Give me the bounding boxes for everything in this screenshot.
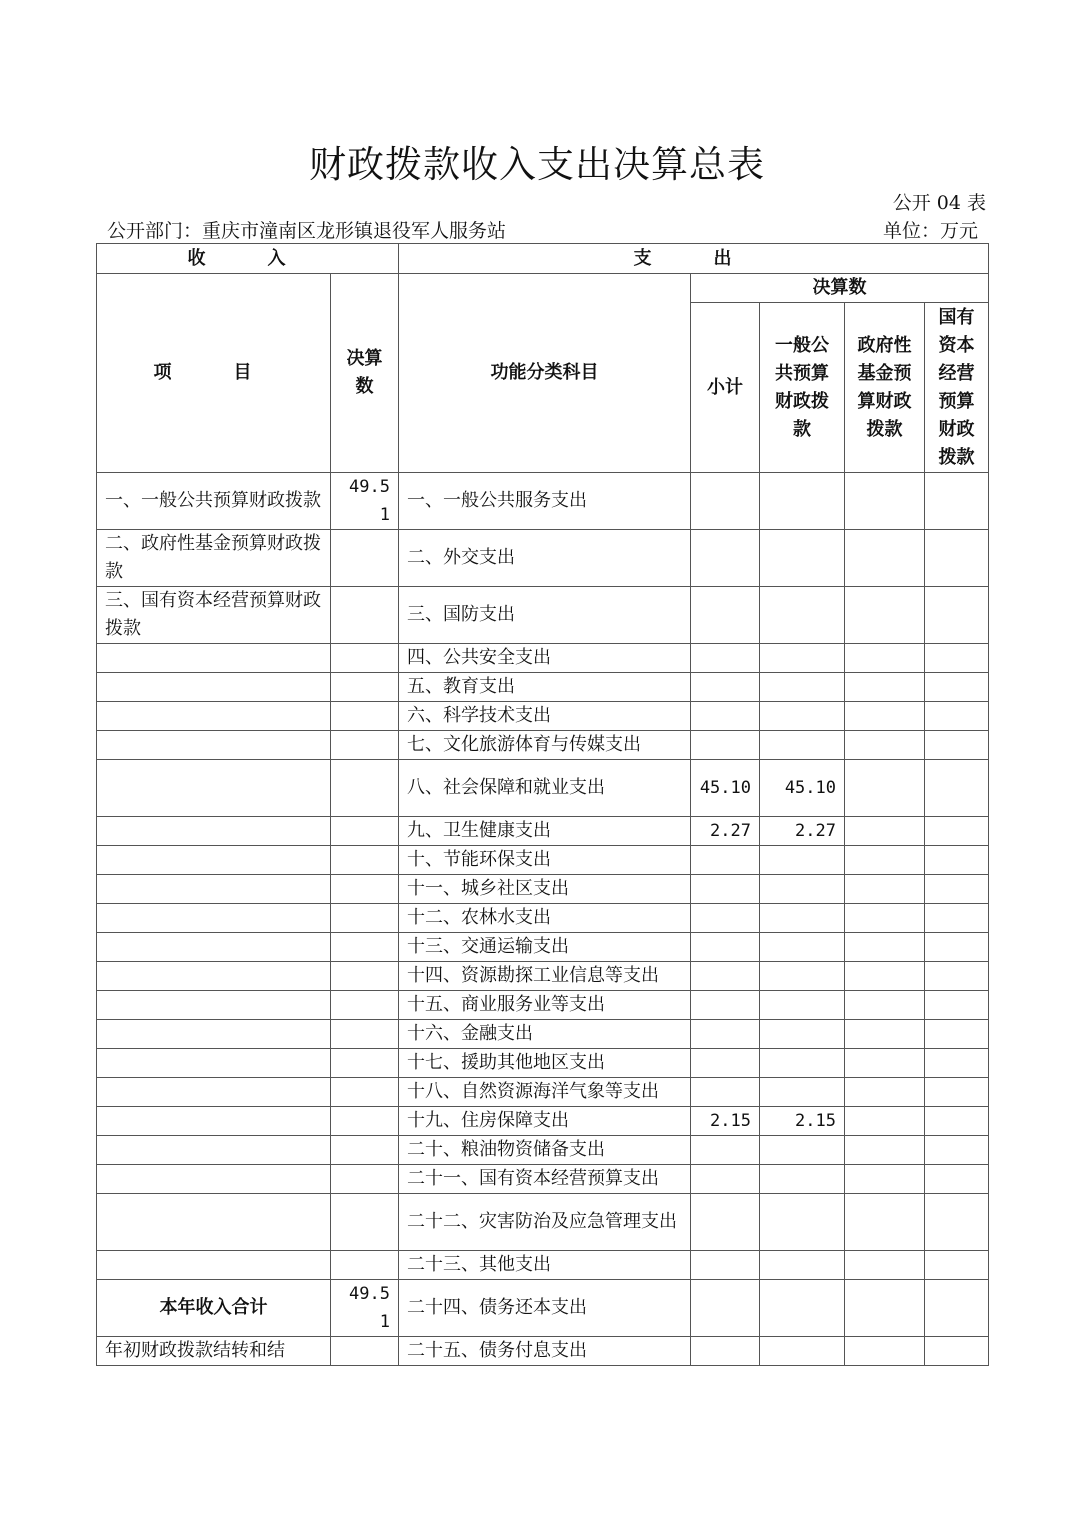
table-row (97, 473, 989, 530)
income-item-cell (97, 875, 331, 904)
income-item-cell: 年初财政拨款结转和结 (97, 1337, 331, 1366)
gov-fund-cell (845, 1280, 925, 1337)
table-row (97, 644, 989, 673)
state-capital-cell (925, 473, 989, 530)
state-capital-cell (925, 1251, 989, 1280)
table-row (97, 673, 989, 702)
gov-fund-cell (845, 933, 925, 962)
state-capital-cell (925, 1020, 989, 1049)
subtotal-cell (691, 1136, 760, 1165)
subtotal-cell (691, 587, 760, 644)
income-amount-cell: 49.51 (331, 473, 399, 530)
general-budget-cell (760, 702, 845, 731)
income-amount-cell (331, 1194, 399, 1251)
state-capital-cell (925, 530, 989, 587)
income-item-cell (97, 904, 331, 933)
expense-item-cell: 二十二、灾害防治及应急管理支出 (399, 1194, 691, 1251)
gov-fund-cell (845, 1337, 925, 1366)
table-row (97, 1049, 989, 1078)
table-body (97, 244, 989, 1366)
expense-item-cell: 十四、资源勘探工业信息等支出 (399, 962, 691, 991)
table-row (97, 933, 989, 962)
table-row (97, 1280, 989, 1337)
income-amount-cell (331, 760, 399, 817)
gov-fund-cell (845, 673, 925, 702)
income-item-cell (97, 1165, 331, 1194)
general-budget-cell (760, 991, 845, 1020)
gov-fund-cell (845, 991, 925, 1020)
gov-fund-header: 政府性基金预算财政拨款 (845, 303, 925, 473)
state-capital-cell (925, 702, 989, 731)
table-row (97, 1251, 989, 1280)
table-row (97, 1078, 989, 1107)
expense-item-cell: 十二、农林水支出 (399, 904, 691, 933)
income-item-cell (97, 846, 331, 875)
state-capital-cell (925, 1078, 989, 1107)
general-budget-cell: 2.27 (760, 817, 845, 846)
income-item-cell (97, 1078, 331, 1107)
subtotal-cell (691, 702, 760, 731)
state-capital-cell (925, 731, 989, 760)
item-header: 项 目 (97, 274, 331, 473)
gov-fund-cell (845, 875, 925, 904)
income-amount-cell (331, 702, 399, 731)
subtotal-cell (691, 673, 760, 702)
general-budget-cell (760, 530, 845, 587)
general-budget-cell: 45.10 (760, 760, 845, 817)
expense-item-cell: 五、教育支出 (399, 673, 691, 702)
header-row-mid (97, 274, 989, 303)
department-label: 公开部门：重庆市潼南区龙形镇退役军人服务站 (107, 220, 507, 242)
income-amount-cell (331, 991, 399, 1020)
subtotal-cell (691, 991, 760, 1020)
subtotal-cell: 2.27 (691, 817, 760, 846)
income-amount-cell (331, 962, 399, 991)
income-amount-cell (331, 933, 399, 962)
income-item-cell (97, 644, 331, 673)
subtotal-cell (691, 875, 760, 904)
state-capital-header: 国有资本经营预算财政拨款 (925, 303, 989, 473)
income-amount-cell (331, 817, 399, 846)
amount-header: 决算数 (331, 274, 399, 473)
unit-label: 单位：万元 (882, 220, 978, 242)
income-item-cell: 一、一般公共预算财政拨款 (97, 473, 331, 530)
table-row (97, 1194, 989, 1251)
general-budget-cell: 2.15 (760, 1107, 845, 1136)
income-item-cell (97, 1194, 331, 1251)
table-row (97, 962, 989, 991)
general-budget-cell (760, 1078, 845, 1107)
gov-fund-cell (845, 587, 925, 644)
income-amount-cell (331, 1136, 399, 1165)
gov-fund-cell (845, 1078, 925, 1107)
income-amount-cell (331, 1251, 399, 1280)
state-capital-cell (925, 933, 989, 962)
gov-fund-cell (845, 962, 925, 991)
income-amount-cell (331, 644, 399, 673)
gov-fund-cell (845, 817, 925, 846)
income-amount-cell (331, 1020, 399, 1049)
general-budget-cell (760, 846, 845, 875)
general-budget-cell (760, 933, 845, 962)
gov-fund-cell (845, 760, 925, 817)
table-row (97, 875, 989, 904)
income-amount-cell (331, 1107, 399, 1136)
income-item-cell: 本年收入合计 (97, 1280, 331, 1337)
gov-fund-cell (845, 1136, 925, 1165)
subtotal-cell (691, 1020, 760, 1049)
income-item-cell (97, 1107, 331, 1136)
expense-item-cell: 二十四、债务还本支出 (399, 1280, 691, 1337)
state-capital-cell (925, 991, 989, 1020)
table-row (97, 1107, 989, 1136)
state-capital-cell (925, 1280, 989, 1337)
gov-fund-cell (845, 731, 925, 760)
state-capital-cell (925, 1049, 989, 1078)
subtotal-cell (691, 644, 760, 673)
state-capital-cell (925, 875, 989, 904)
income-amount-cell: 49.51 (331, 1280, 399, 1337)
general-budget-cell (760, 1251, 845, 1280)
subtotal-cell (691, 731, 760, 760)
subtotal-cell: 2.15 (691, 1107, 760, 1136)
gov-fund-cell (845, 846, 925, 875)
subtotal-cell (691, 904, 760, 933)
final-amount-header: 决算数 (691, 274, 989, 303)
form-number: 公开 04 表 (892, 192, 986, 214)
final-accounts-table (96, 243, 989, 1366)
income-amount-cell (331, 1049, 399, 1078)
state-capital-cell (925, 1107, 989, 1136)
income-item-cell (97, 1136, 331, 1165)
income-item-cell (97, 1251, 331, 1280)
expense-item-cell: 十六、金融支出 (399, 1020, 691, 1049)
subtotal-cell (691, 962, 760, 991)
general-budget-cell (760, 904, 845, 933)
income-item-cell (97, 991, 331, 1020)
expense-item-cell: 二十五、债务付息支出 (399, 1337, 691, 1366)
general-budget-cell (760, 731, 845, 760)
state-capital-cell (925, 817, 989, 846)
general-budget-cell (760, 1194, 845, 1251)
general-budget-header: 一般公共预算财政拨款 (760, 303, 845, 473)
function-item-header: 功能分类科目 (399, 274, 691, 473)
expense-item-cell: 十、节能环保支出 (399, 846, 691, 875)
gov-fund-cell (845, 702, 925, 731)
subtotal-cell (691, 473, 760, 530)
table-row (97, 587, 989, 644)
expense-item-cell: 十一、城乡社区支出 (399, 875, 691, 904)
expense-item-cell: 一、一般公共服务支出 (399, 473, 691, 530)
general-budget-cell (760, 1020, 845, 1049)
expense-item-cell: 十五、商业服务业等支出 (399, 991, 691, 1020)
general-budget-cell (760, 1049, 845, 1078)
table-row (97, 904, 989, 933)
table-row (97, 1020, 989, 1049)
subtotal-cell (691, 1165, 760, 1194)
state-capital-cell (925, 962, 989, 991)
gov-fund-cell (845, 1020, 925, 1049)
table-row (97, 846, 989, 875)
subtotal-header: 小计 (691, 303, 760, 473)
expense-item-cell: 三、国防支出 (399, 587, 691, 644)
subtotal-cell (691, 1280, 760, 1337)
expense-item-cell: 十九、住房保障支出 (399, 1107, 691, 1136)
income-amount-cell (331, 846, 399, 875)
general-budget-cell (760, 875, 845, 904)
income-amount-cell (331, 530, 399, 587)
expense-item-cell: 八、社会保障和就业支出 (399, 760, 691, 817)
subtotal-cell (691, 933, 760, 962)
income-item-cell (97, 817, 331, 846)
gov-fund-cell (845, 1107, 925, 1136)
income-item-cell: 二、政府性基金预算财政拨款 (97, 530, 331, 587)
income-item-cell (97, 731, 331, 760)
table-row (97, 817, 989, 846)
general-budget-cell (760, 587, 845, 644)
page-title: 财政拨款收入支出决算总表 (309, 143, 765, 186)
income-amount-cell (331, 587, 399, 644)
income-amount-cell (331, 673, 399, 702)
table-row (97, 1337, 989, 1366)
income-item-cell (97, 933, 331, 962)
income-amount-cell (331, 1078, 399, 1107)
subtotal-cell (691, 530, 760, 587)
subtotal-cell (691, 1251, 760, 1280)
gov-fund-cell (845, 904, 925, 933)
state-capital-cell (925, 846, 989, 875)
table-row (97, 760, 989, 817)
subtotal-cell (691, 1078, 760, 1107)
header-row-top (97, 244, 989, 274)
general-budget-cell (760, 1165, 845, 1194)
table-row (97, 702, 989, 731)
expense-item-cell: 二十、粮油物资储备支出 (399, 1136, 691, 1165)
subtotal-cell (691, 846, 760, 875)
expense-item-cell: 九、卫生健康支出 (399, 817, 691, 846)
expense-item-cell: 二十一、国有资本经营预算支出 (399, 1165, 691, 1194)
subtotal-cell (691, 1194, 760, 1251)
general-budget-cell (760, 1136, 845, 1165)
general-budget-cell (760, 1337, 845, 1366)
gov-fund-cell (845, 473, 925, 530)
gov-fund-cell (845, 1194, 925, 1251)
gov-fund-cell (845, 1049, 925, 1078)
table-row (97, 991, 989, 1020)
state-capital-cell (925, 1337, 989, 1366)
income-item-cell: 三、国有资本经营预算财政拨款 (97, 587, 331, 644)
state-capital-cell (925, 1194, 989, 1251)
subtotal-cell (691, 1049, 760, 1078)
income-item-cell (97, 1020, 331, 1049)
gov-fund-cell (845, 1165, 925, 1194)
income-item-cell (97, 962, 331, 991)
expense-item-cell: 四、公共安全支出 (399, 644, 691, 673)
table-row (97, 530, 989, 587)
state-capital-cell (925, 1165, 989, 1194)
table-row (97, 1165, 989, 1194)
gov-fund-cell (845, 530, 925, 587)
general-budget-cell (760, 1280, 845, 1337)
expense-item-cell: 二、外交支出 (399, 530, 691, 587)
expense-item-cell: 十八、自然资源海洋气象等支出 (399, 1078, 691, 1107)
income-amount-cell (331, 1165, 399, 1194)
income-amount-cell (331, 1337, 399, 1366)
income-item-cell (97, 760, 331, 817)
gov-fund-cell (845, 644, 925, 673)
state-capital-cell (925, 760, 989, 817)
expense-item-cell: 十七、援助其他地区支出 (399, 1049, 691, 1078)
income-item-cell (97, 702, 331, 731)
income-header: 收 入 (97, 244, 399, 274)
expense-item-cell: 二十三、其他支出 (399, 1251, 691, 1280)
gov-fund-cell (845, 1251, 925, 1280)
income-item-cell (97, 1049, 331, 1078)
general-budget-cell (760, 473, 845, 530)
general-budget-cell (760, 673, 845, 702)
state-capital-cell (925, 1136, 989, 1165)
table-row (97, 731, 989, 760)
expense-item-cell: 六、科学技术支出 (399, 702, 691, 731)
state-capital-cell (925, 673, 989, 702)
income-amount-cell (331, 731, 399, 760)
expense-item-cell: 七、文化旅游体育与传媒支出 (399, 731, 691, 760)
state-capital-cell (925, 587, 989, 644)
expense-item-cell: 十三、交通运输支出 (399, 933, 691, 962)
income-item-cell (97, 673, 331, 702)
general-budget-cell (760, 644, 845, 673)
state-capital-cell (925, 904, 989, 933)
subtotal-cell: 45.10 (691, 760, 760, 817)
state-capital-cell (925, 644, 989, 673)
income-amount-cell (331, 904, 399, 933)
general-budget-cell (760, 962, 845, 991)
expense-header: 支 出 (399, 244, 989, 274)
subtotal-cell (691, 1337, 760, 1366)
income-amount-cell (331, 875, 399, 904)
table-row (97, 1136, 989, 1165)
